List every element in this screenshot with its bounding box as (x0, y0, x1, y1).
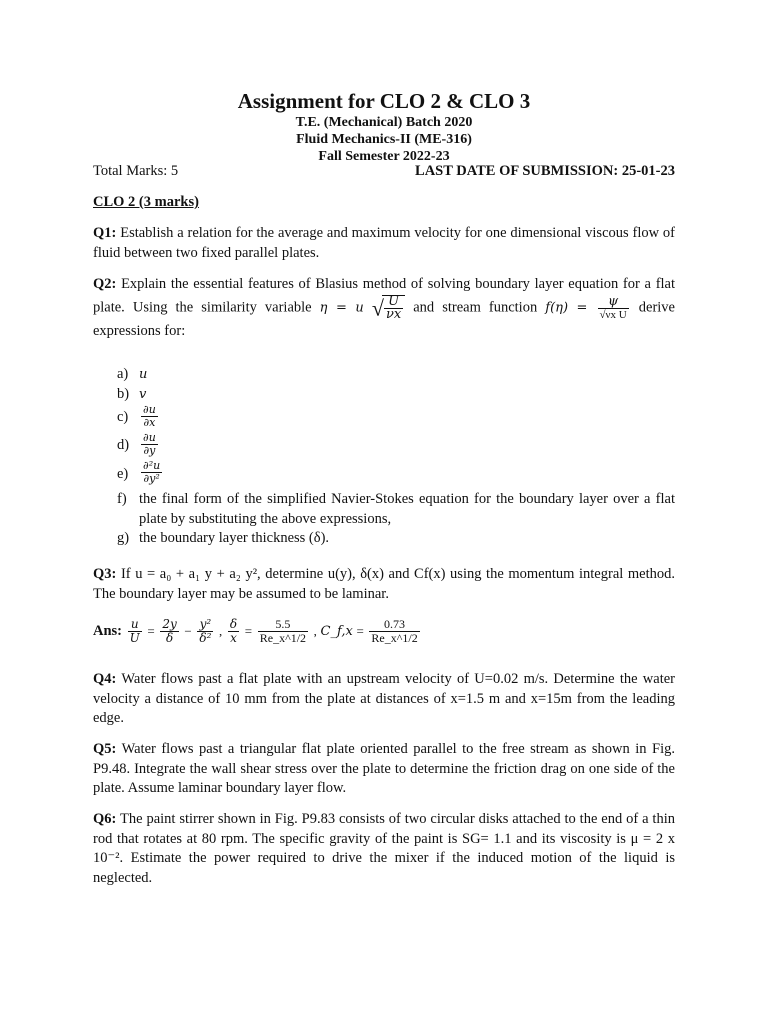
question-text: Water flows past a flat plate with an upstream velocity of U=0.02 m/s. Determine the water velocity a distance of 10 mm from the plate at distances of x=1.5 m and x=15m from the leading edge. (93, 671, 675, 726)
question-4 (93, 670, 675, 729)
marks-row (93, 162, 675, 180)
question-6 (93, 810, 675, 888)
question-text: Water flows past a triangular flat plate oriented parallel to the free stream as shown in Fig. P9.48. Integrate the wall shear stress over the plate to determine the friction drag on one side of the plate. Assume laminar boundary layer flow. (93, 741, 675, 796)
question-label: Q5: (93, 741, 117, 757)
list-item: f) the final form of the simplified Navier-Stokes equation for the boundary layer over a flat plate by substituting the above expressions, (117, 491, 675, 527)
sqrt-expression: √ $\frac{U}{\nu x}$ (372, 295, 405, 321)
question-label: Q3: (93, 566, 117, 582)
document-title: Assignment for CLO 2 & CLO 3 (237, 89, 531, 113)
question-label: Q1: (93, 225, 117, 241)
question-text: Establish a relation for the average and maximum velocity for one dimensional viscous flow of fluid between two fixed parallel plates. (93, 225, 676, 261)
question-3 (93, 565, 675, 604)
question-label: Q6: (93, 811, 117, 827)
question-text: and stream function (413, 299, 538, 316)
question-text: The paint stirrer shown in Fig. P9.83 consists of two circular disks attached to the end of a thin rod that rotates at 80 rpm. The specific gravity of the paint is SG= 1.1 and its viscosity is μ = 2 x 10⁻². Estimate the power required to drive the mixer if the induced motion of the liquid is neglected. (93, 811, 675, 886)
psi-fraction: $\frac{\psi}{\text{√νx U}}$ (599, 293, 627, 321)
answer-label: Ans: (93, 623, 123, 639)
clo2-heading: CLO 2 (3 marks) (93, 194, 199, 210)
list-item: d) $\frac{\partial u}{\partial y}$ (117, 431, 156, 457)
eta-equation: η = u (319, 300, 364, 316)
question-1 (93, 224, 675, 263)
question-text: If u = a₀ + a₁ y + a₂ y², determine u(y), δ(x) and Cf(x) using the momentum integral method. The boundary layer may be assumed to be laminar. (93, 566, 676, 602)
total-marks: Total Marks: 5 (93, 163, 179, 179)
question-text: Explain the essential features of Blasius method of solving boundary layer equation for a flat plate. Using the similarity variable (93, 276, 676, 316)
list-item: b) v (117, 385, 147, 402)
semester-line: Fall Semester 2022-23 (318, 149, 450, 164)
document-header (0, 88, 768, 165)
batch-line: T.E. (Mechanical) Batch 2020 (295, 115, 473, 130)
course-line: Fluid Mechanics-II (ME-316) (296, 132, 472, 147)
list-item: e) $\frac{\text{∂²u}}{\text{∂y²}}$ (117, 459, 161, 485)
question-label: Q2: (93, 276, 117, 292)
question-text: derive expressions for: (93, 299, 675, 339)
f-eta-equation: f(η) = (545, 300, 588, 316)
question-2 (93, 274, 675, 342)
q3-answer: Ans: $\frac{u}{U}$ = $\frac{2y}{\delta}$ − $\frac{\text{y²}}{\text{δ²}}$ , $\frac{\delta}{x}$ = $\frac{5.5}{Re\_x\^{}1/2}$ , C_f,x = $\frac{0.73}{Re\_x\^{}1/2}$ (93, 617, 418, 645)
submission-deadline: LAST DATE OF SUBMISSION: 25-01-23 (415, 163, 675, 179)
list-item: g) the boundary layer thickness (δ). (117, 530, 330, 546)
list-item: c) $\frac{\partial u}{\partial x}$ (117, 403, 156, 429)
question-5 (93, 740, 675, 799)
list-item: a) u (117, 366, 148, 382)
question-label: Q4: (93, 671, 117, 687)
derivation-list (117, 365, 675, 549)
